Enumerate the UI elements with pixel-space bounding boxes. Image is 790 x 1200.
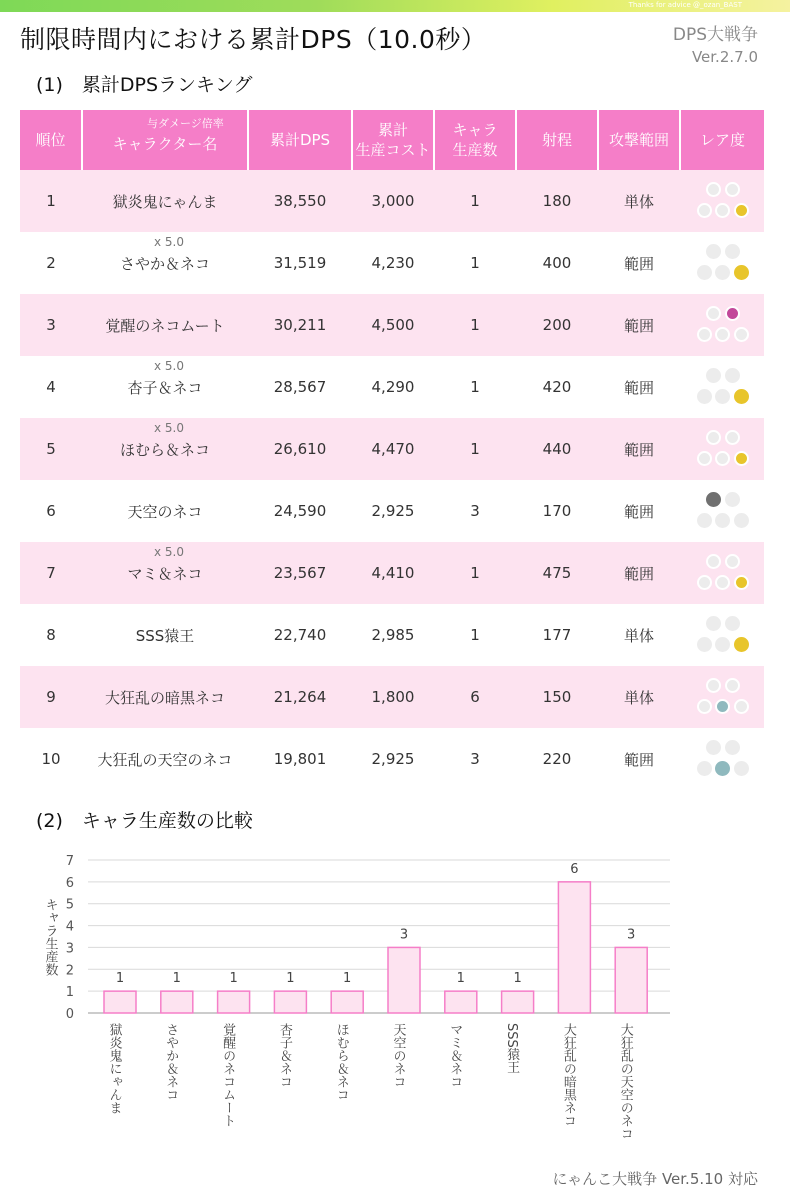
rarity-dot (725, 492, 740, 507)
cell-count: 1 (470, 378, 480, 396)
x-tick-label: 杏子＆ネコ (276, 1023, 292, 1088)
rarity-dot (725, 368, 740, 383)
data-label: 3 (627, 927, 636, 943)
damage-multiplier: x 5.0 (154, 421, 184, 435)
cell-attack: 範囲 (598, 418, 680, 480)
character-name: 獄炎鬼にゃんま (112, 192, 218, 211)
rarity-dot (734, 637, 749, 652)
cell-dps: 19,801 (273, 750, 327, 768)
cell-rarity (680, 666, 764, 728)
y-tick-label: 6 (65, 875, 74, 891)
cell-count: 6 (434, 666, 516, 728)
rarity-dot (706, 430, 721, 445)
rarity-dot (715, 203, 730, 218)
rarity-indicator (694, 489, 750, 533)
rarity-dot (715, 637, 730, 652)
rarity-dot (706, 616, 721, 631)
header-rarity: レア度 (680, 110, 764, 170)
cell-range: 180 (516, 170, 598, 232)
cell-range: 440 (516, 418, 598, 480)
cell-attack: 範囲 (623, 378, 654, 397)
y-tick-label: 1 (65, 985, 74, 1001)
rarity-dot (697, 637, 712, 652)
cell-count: 1 (434, 542, 516, 604)
cell-rank: 1 (20, 170, 82, 232)
header-name (82, 110, 248, 170)
character-name: 杏子＆ネコ (127, 378, 203, 397)
y-axis-label: キャラ生産数 (42, 898, 58, 976)
cell-rank: 4 (46, 378, 56, 396)
cell-cost: 2,925 (371, 502, 415, 520)
cell-dps: 23,567 (248, 542, 352, 604)
data-label: 1 (172, 971, 181, 987)
cell-rarity (680, 170, 764, 232)
cell-cost: 4,500 (352, 294, 434, 356)
cell-rank: 7 (20, 542, 82, 604)
cell-name (82, 728, 248, 790)
y-tick-label: 0 (65, 1007, 74, 1022)
damage-multiplier: x 5.0 (154, 235, 184, 249)
cell-rarity (680, 604, 764, 666)
table-row (20, 170, 764, 232)
rarity-dot (734, 451, 749, 466)
rarity-dot (715, 327, 730, 342)
data-label: 3 (399, 927, 409, 943)
y-tick-label: 2 (65, 963, 74, 979)
rarity-dot (697, 203, 712, 218)
cell-attack: 範囲 (623, 502, 654, 521)
cell-name (82, 604, 248, 666)
bar (331, 991, 363, 1013)
rarity-dot (725, 678, 740, 693)
cell-name (82, 480, 248, 542)
x-tick-label: 獄炎鬼にゃんま (106, 1023, 122, 1114)
rarity-dot (734, 327, 749, 342)
cell-count: 1 (434, 418, 516, 480)
cell-dps: 22,740 (273, 626, 327, 644)
cell-rank: 2 (46, 254, 56, 272)
x-tick-label: SSS猿王 (504, 1023, 520, 1074)
cell-attack: 単体 (598, 170, 680, 232)
rarity-dot (697, 265, 712, 280)
cell-rarity (680, 418, 764, 480)
header-range: 射程 (516, 110, 598, 170)
game-name: DPS大戦争 (672, 25, 758, 45)
cell-attack: 範囲 (598, 294, 680, 356)
cell-name (82, 232, 248, 294)
table-row (20, 356, 764, 418)
bar (161, 991, 193, 1013)
cell-rarity (680, 728, 764, 790)
rarity-dot (697, 513, 712, 528)
bar (502, 991, 534, 1013)
data-label: 1 (456, 971, 465, 987)
rarity-dot (715, 389, 730, 404)
data-label: 1 (229, 971, 238, 987)
cell-attack: 範囲 (598, 542, 680, 604)
rarity-indicator (694, 613, 750, 657)
header-cost-line1: 累計 (377, 121, 408, 139)
y-tick-label: 3 (65, 941, 74, 957)
cell-cost: 4,410 (352, 542, 434, 604)
rarity-dot (706, 554, 721, 569)
header-name-sub: 与ダメージ倍率 (147, 117, 224, 130)
rarity-dot (715, 265, 730, 280)
x-tick-label: 大狂乱の天空のネコ (617, 1023, 633, 1140)
cell-dps: 21,264 (248, 666, 352, 728)
header-count-line2: 生産数 (452, 141, 498, 159)
rarity-dot (725, 182, 740, 197)
cell-attack: 単体 (623, 626, 654, 645)
section-title-ranking: (1) 累計DPSランキング (36, 74, 253, 96)
rarity-dot (725, 554, 740, 569)
rarity-indicator (694, 179, 750, 223)
cell-rarity (680, 294, 764, 356)
rarity-dot (734, 699, 749, 714)
rarity-dot (734, 265, 749, 280)
cell-range: 177 (542, 626, 572, 644)
rarity-dot (706, 244, 721, 259)
x-tick-label: さやか＆ネコ (163, 1023, 179, 1101)
rarity-dot (706, 182, 721, 197)
cell-count: 1 (434, 294, 516, 356)
cell-range: 220 (542, 750, 572, 768)
cell-name (82, 666, 248, 728)
x-tick-label: マミ＆ネコ (447, 1023, 463, 1088)
rarity-dot (706, 368, 721, 383)
cell-count: 1 (434, 170, 516, 232)
bar (388, 947, 420, 1013)
character-name: ほむら＆ネコ (119, 440, 210, 459)
data-label: 1 (343, 971, 352, 987)
header-count-line1: キャラ (452, 121, 498, 139)
version-label: Ver.2.7.0 (691, 48, 758, 66)
top-gradient-bar (0, 0, 790, 12)
data-label: 1 (115, 971, 125, 987)
table-row (20, 604, 764, 666)
rarity-dot (725, 306, 740, 321)
cell-dps: 31,519 (273, 254, 327, 272)
cell-cost: 2,985 (371, 626, 415, 644)
header-attack: 攻撃範囲 (598, 110, 680, 170)
rarity-indicator (694, 303, 750, 347)
rarity-dot (697, 327, 712, 342)
x-tick-label: 覚醒のネコムート (220, 1023, 236, 1127)
cell-name (82, 542, 248, 604)
header-cost-line2: 生産コスト (355, 141, 431, 159)
cell-range: 475 (516, 542, 598, 604)
bar (104, 991, 136, 1013)
cell-rank: 9 (20, 666, 82, 728)
cell-range: 420 (542, 378, 572, 396)
damage-multiplier: x 5.0 (154, 359, 184, 373)
rarity-dot (706, 678, 721, 693)
character-name: 大狂乱の暗黒ネコ (104, 688, 225, 707)
bar (558, 882, 590, 1013)
rarity-dot (697, 451, 712, 466)
cell-cost: 3,000 (352, 170, 434, 232)
cell-rank: 8 (46, 626, 56, 644)
cell-rarity (680, 542, 764, 604)
data-label: 6 (570, 861, 579, 877)
bar (445, 991, 477, 1013)
character-name: 天空のネコ (127, 502, 203, 521)
cell-attack: 範囲 (623, 750, 654, 769)
cell-rank: 10 (41, 750, 61, 768)
data-label: 1 (286, 971, 295, 987)
rarity-indicator (694, 241, 750, 285)
ranking-table (20, 110, 764, 790)
cell-cost: 4,230 (371, 254, 415, 272)
table-row (20, 542, 764, 604)
cell-dps: 28,567 (273, 378, 327, 396)
x-tick-label: 天空のネコ (390, 1023, 406, 1088)
rarity-dot (697, 761, 712, 776)
cell-name (82, 294, 248, 356)
table-row (20, 480, 764, 542)
cell-rank: 5 (20, 418, 82, 480)
header-dps: 累計DPS (248, 110, 352, 170)
cell-count: 3 (470, 502, 480, 520)
cell-count: 1 (470, 626, 480, 644)
rarity-dot (697, 575, 712, 590)
page-title: 制限時間内における累計DPS（10.0秒） (20, 25, 487, 54)
rarity-dot (734, 389, 749, 404)
cell-name (82, 170, 248, 232)
rarity-indicator (694, 427, 750, 471)
table-row (20, 294, 764, 356)
rarity-dot (725, 740, 740, 755)
cell-name (82, 418, 248, 480)
rarity-indicator (694, 675, 750, 719)
table-header-row (20, 110, 764, 170)
y-tick-label: 7 (65, 854, 74, 869)
bar (218, 991, 250, 1013)
character-name: マミ＆ネコ (127, 564, 203, 583)
cell-rarity (680, 480, 764, 542)
cell-dps: 26,610 (248, 418, 352, 480)
cell-cost: 1,800 (352, 666, 434, 728)
rarity-dot (706, 306, 721, 321)
header-count (434, 110, 516, 170)
x-tick-label: ほむら＆ネコ (333, 1023, 349, 1101)
section-title-chart: (2) キャラ生産数の比較 (36, 810, 253, 832)
cell-count: 3 (470, 750, 480, 768)
rarity-dot (697, 699, 712, 714)
cell-rank: 3 (20, 294, 82, 356)
y-tick-label: 4 (65, 919, 74, 935)
production-count-chart (0, 840, 790, 1160)
cell-cost: 4,290 (371, 378, 415, 396)
rarity-dot (715, 575, 730, 590)
cell-range: 200 (516, 294, 598, 356)
rarity-dot (706, 740, 721, 755)
rarity-indicator (694, 551, 750, 595)
cell-attack: 単体 (598, 666, 680, 728)
rarity-dot (734, 513, 749, 528)
character-name: 大狂乱の天空のネコ (97, 750, 233, 769)
cell-range: 170 (542, 502, 572, 520)
rarity-dot (715, 451, 730, 466)
cell-cost: 2,925 (371, 750, 415, 768)
header-rank: 順位 (20, 110, 82, 170)
rarity-dot (734, 761, 749, 776)
header-cost (352, 110, 434, 170)
table-row (20, 728, 764, 790)
table-row (20, 232, 764, 294)
rarity-dot (715, 513, 730, 528)
cell-range: 150 (516, 666, 598, 728)
cell-dps: 24,590 (273, 502, 327, 520)
cell-rank: 6 (46, 502, 56, 520)
table-row (20, 418, 764, 480)
cell-rarity (680, 356, 764, 418)
cell-dps: 30,211 (248, 294, 352, 356)
character-name: SSS猿王 (135, 626, 195, 645)
cell-name (82, 356, 248, 418)
cell-range: 400 (542, 254, 572, 272)
footer-note: にゃんこ大戦争 Ver.5.10 対応 (552, 1170, 758, 1188)
bar (615, 947, 647, 1013)
y-tick-label: 5 (65, 897, 74, 913)
rarity-dot (725, 616, 740, 631)
bar (274, 991, 306, 1013)
damage-multiplier: x 5.0 (154, 545, 184, 559)
header-name-label: キャラクター名 (112, 135, 218, 153)
credit-text: Thanks for advice @_ozan_BAST (628, 1, 742, 9)
table-row (20, 666, 764, 728)
rarity-dot (715, 761, 730, 776)
cell-dps: 38,550 (248, 170, 352, 232)
rarity-indicator (694, 737, 750, 781)
character-name: さやか＆ネコ (119, 254, 210, 273)
data-label: 1 (513, 971, 522, 987)
cell-cost: 4,470 (352, 418, 434, 480)
rarity-dot (725, 244, 740, 259)
rarity-dot (734, 575, 749, 590)
x-tick-label: 大狂乱の暗黒ネコ (560, 1023, 576, 1127)
character-name: 覚醒のネコムート (105, 316, 225, 335)
cell-count: 1 (470, 254, 480, 272)
rarity-indicator (694, 365, 750, 409)
rarity-dot (734, 203, 749, 218)
rarity-dot (715, 699, 730, 714)
rarity-dot (697, 389, 712, 404)
cell-rarity (680, 232, 764, 294)
rarity-dot (725, 430, 740, 445)
rarity-dot (706, 492, 721, 507)
cell-attack: 範囲 (623, 254, 654, 273)
